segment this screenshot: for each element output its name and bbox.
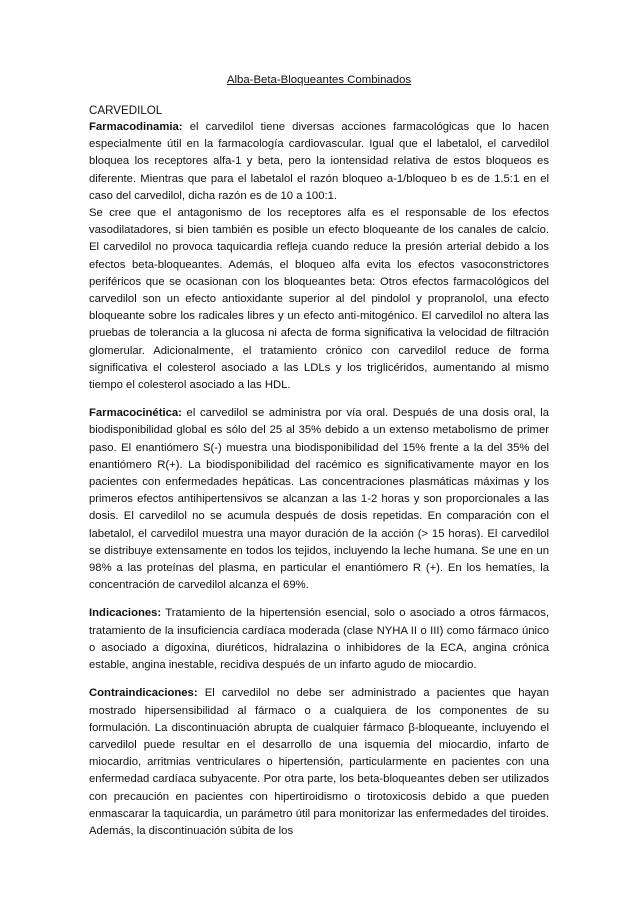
farmacodinamia-paragraph-2: Se cree que el antagonismo de los receptores alfa es el responsable de los efectos vasodilatadores, si bien también es posible un efecto bloqueante de los canales de calcio. El carvedilol no provoca taquicardia refleja cuando reduce la presión arterial debido a los efectos beta-bloqueantes. Además, el bloqueo alfa evita los efectos vasoconstrictores periféricos que se ocasionan con los bloqueantes beta: Otros efectos farmacológicos del carvedilol son un efecto antioxidante superior al del pindolol y propranolol, una efecto bloqueante sobre los radicales libres y un efecto anti-mitogénico. El carvedilol no altera las pruebas de tolerancia a la glucosa ni afecta de forma significativa la velocidad de filtración glomerular. Adicionalmente, el tratamiento crónico con carvedilol reduce de forma significativa el colesterol asociado a las LDLs y los triglicéridos, aumentando al mismo tiempo el colesterol asociado a las HDL.	[89, 207, 549, 392]
document-page	[89, 72, 549, 840]
document-title: Alba-Beta-Bloqueantes Combinados	[226, 74, 412, 86]
indicaciones-text: Tratamiento de la hipertensión esencial, solo o asociado a otros fármacos, tratamiento de la insuficiencia cardíaca moderada (clase NYHA II o III) como fármaco único o asociado a digoxina, diuréticos, hidralazina o inhibidores de la ECA, angina crónica estable, angina inestable, recidiva después de un infarto agudo de miocardio.	[89, 607, 549, 672]
contraindicaciones-paragraph	[89, 685, 549, 840]
farmacocinetica-paragraph	[89, 405, 549, 594]
contraindicaciones-term: Contraindicaciones:	[89, 687, 198, 700]
drug-name-heading: CARVEDILOL	[89, 104, 163, 117]
farmacodinamia-term: Farmacodinamia:	[89, 121, 183, 133]
farmacodinamia-text: el carvedilol tiene diversas acciones farmacológicas que lo hacen especialmente útil en la farmacología cardiovascular. Igual que el labetalol, el carvedilol bloquea los receptores alfa-1 y beta, pero la iontensidad relativa de estos bloqueos es diferente. Mientras que para el labetalol el razón bloqueo a-1/bloqueo b es de 1.5:1 en el caso del carvedilol, dicha razón es de 10 a 100:1.	[89, 121, 549, 202]
contraindicaciones-text: El carvedilol no debe ser administrado a pacientes que hayan mostrado hipersensibilidad al fármaco o a cualquiera de los componentes de su formulación. La discontinuación abrupta de cualquier fármaco β-bloqueante, incluyendo el carvedilol puede resultar en el desarrollo de una isquemia del miocardio, infarto de miocardio, arritmias ventriculares o hipertensión, particularmente en pacientes con una enfermedad cardíaca subyacente. Por otra parte, los beta-bloqueantes deben ser utilizados con precaución en pacientes con hipertiroidismo o tirotoxicosis debido a que pueden enmascarar la taquicardia, un parámetro útil para monitorizar las enfermedades del tiroides. Además, la discontinuación súbita de los	[89, 687, 549, 837]
farmacocinetica-term: Farmacocinética:	[89, 407, 182, 420]
indicaciones-paragraph	[89, 605, 549, 674]
farmacodinamia-paragraph	[89, 119, 549, 205]
farmacocinetica-text: el carvedilol se administra por vía oral. Después de una dosis oral, la biodisponibilidad global es sólo del 25 al 35% debido a un extenso metabolismo de primer paso. El enantiómero S(-) muestra una biodisponibilidad del 15% frente a la del 35% del enantiómero R(+). La biodisponibilidad del racémico es significativamente mayor en los pacientes con enfermedades hepáticas. Las concentraciones plasmáticas máximas y los primeros efectos antihipertensivos se alcanzan a las 1-2 horas y son proporcionales a las dosis. El carvedilol no se acumula después de dosis repetidas. En comparación con el labetalol, el carvedilol muestra una mayor duración de la acción (> 15 horas). El carvedilol se distribuye extensamente en todos los tejidos, incluyendo la leche humana. Se une en un 98% a las proteínas del plasma, en particular el enantiómero R (+). En los hematíes, la concentración de carvedilol alcanza el 69%.	[89, 407, 549, 592]
indicaciones-term: Indicaciones:	[89, 607, 162, 620]
